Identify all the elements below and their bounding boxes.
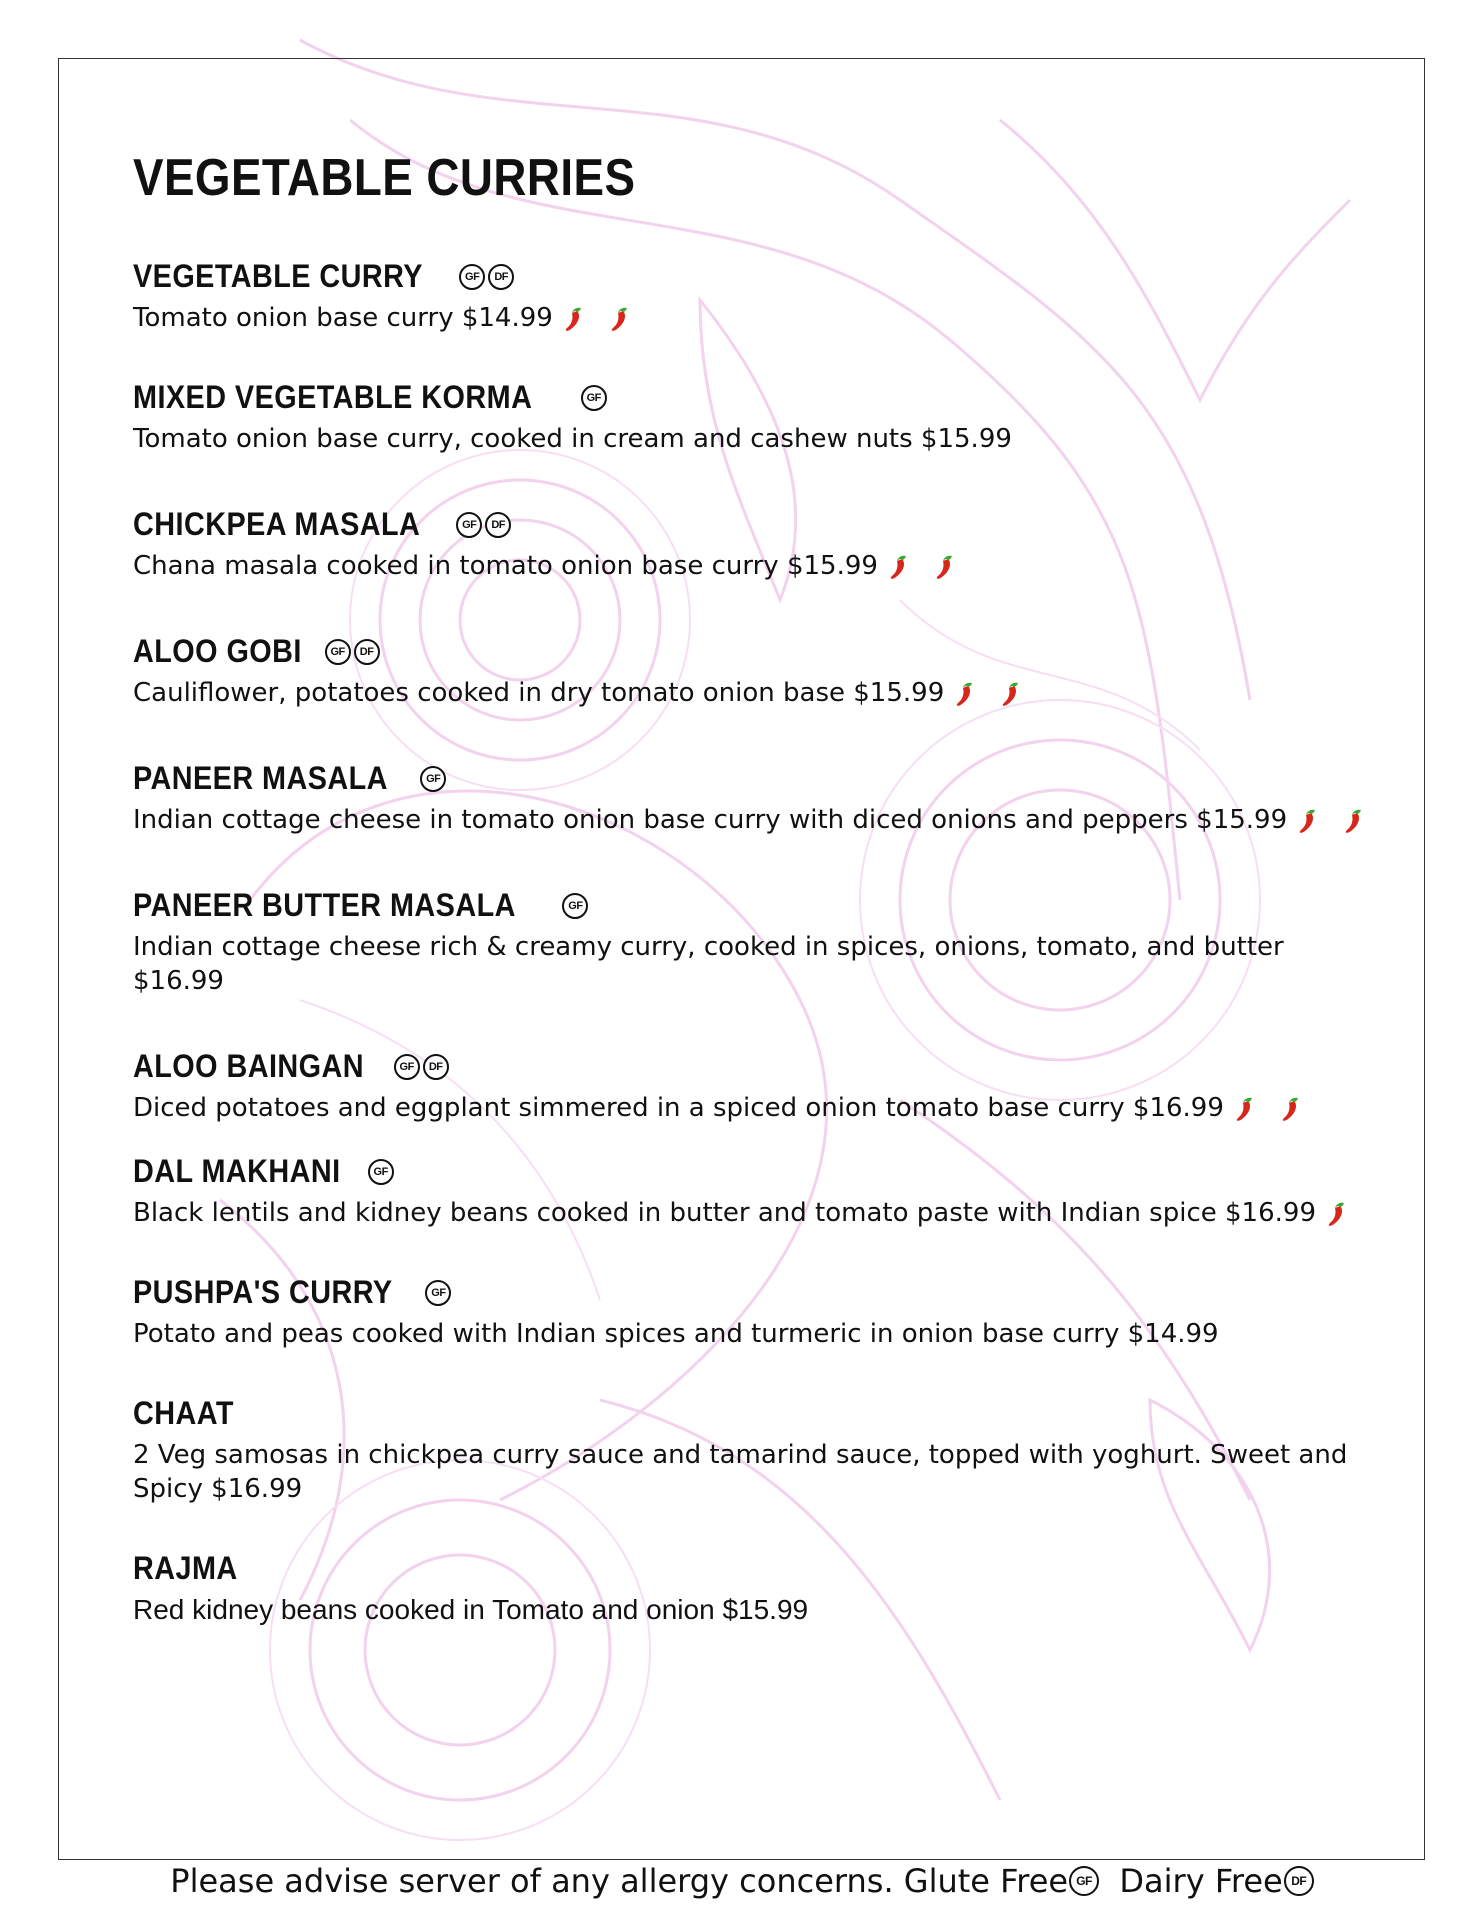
menu-item-description: Indian cottage cheese rich & creamy curry, cooked in spices, onions, tomato, and butter $16.99 [133, 932, 1284, 996]
menu-item-description: Chana masala cooked in tomato onion base curry $15.99 [133, 551, 878, 581]
diet-badges [394, 1054, 449, 1080]
chili-pepper-icon [952, 678, 980, 708]
menu-item-name: DAL MAKHANI [133, 1153, 341, 1189]
diet-badges [368, 1159, 394, 1185]
diet-badges [562, 893, 588, 919]
menu-item-name-row [133, 1550, 1373, 1587]
menu-item [133, 1048, 1373, 1125]
gluten-free-icon: GF [456, 512, 482, 538]
chili-pepper-icon [886, 551, 914, 581]
chili-pepper-icon [932, 551, 960, 581]
menu-item-name-row [133, 887, 1373, 924]
menu-item [133, 258, 1373, 335]
allergy-notice: Please advise server of any allergy concerns. [170, 1862, 894, 1900]
menu-item-name-row [133, 258, 1373, 295]
diet-badges [581, 385, 607, 411]
dairy-free-icon: DF [354, 639, 380, 665]
menu-item-name-row [133, 633, 1373, 670]
menu-item-name: ALOO GOBI [133, 633, 302, 669]
menu-item-name-row [133, 760, 1373, 797]
menu-items-list [133, 258, 1373, 1627]
menu-item-name: MIXED VEGETABLE KORMA [133, 379, 533, 415]
menu-item-description: Red kidney beans cooked in Tomato and onion $15.99 [133, 1594, 809, 1625]
diet-badges [325, 639, 380, 665]
menu-item-description: 2 Veg samosas in chickpea curry sauce and tamarind sauce, topped with yoghurt. Sweet and Spicy $16.99 [133, 1440, 1348, 1504]
spice-level [886, 551, 960, 581]
menu-item [133, 887, 1373, 998]
chili-pepper-icon [1341, 805, 1369, 835]
spice-level [952, 678, 1026, 708]
menu-item-name: PANEER BUTTER MASALA [133, 887, 516, 923]
menu-item [133, 1153, 1373, 1230]
gluten-free-icon: GF [394, 1054, 420, 1080]
gluten-free-icon: GF [1069, 1866, 1099, 1896]
menu-item-description-row [133, 676, 1373, 710]
dairy-free-icon: DF [485, 512, 511, 538]
menu-item-description: Diced potatoes and eggplant simmered in a spiced onion tomato base curry $16.99 [133, 1093, 1224, 1123]
chili-pepper-icon [561, 303, 589, 333]
menu-item-name: ALOO BAINGAN [133, 1048, 364, 1084]
chili-pepper-icon [607, 303, 635, 333]
menu-item-description: Potato and peas cooked with Indian spices and turmeric in onion base curry $14.99 [133, 1319, 1219, 1349]
menu-item-name-row [133, 1048, 1373, 1085]
spice-level [1232, 1093, 1306, 1123]
dairy-free-icon: DF [1284, 1866, 1314, 1896]
menu-item-description-row [133, 301, 1373, 335]
menu-item-description-row [133, 1091, 1373, 1125]
gluten-free-icon: GF [425, 1280, 451, 1306]
diet-badges [425, 1280, 451, 1306]
menu-item [133, 1274, 1373, 1351]
menu-item-description-row [133, 1317, 1373, 1351]
menu-item [133, 506, 1373, 583]
menu-item-description-row [133, 549, 1373, 583]
menu-item-description-row [133, 930, 1373, 998]
chili-pepper-icon [1232, 1093, 1260, 1123]
dairy-free-icon: DF [488, 264, 514, 290]
dairy-free-label: Dairy Free [1119, 1862, 1283, 1900]
menu-item-name: RAJMA [133, 1550, 238, 1586]
menu-item-description-row [133, 803, 1373, 837]
menu-item [133, 379, 1373, 456]
chili-pepper-icon [1295, 805, 1323, 835]
menu-item-name-row [133, 379, 1373, 416]
menu-item-name: VEGETABLE CURRY [133, 258, 423, 294]
menu-item [133, 760, 1373, 837]
menu-item-name: PUSHPA'S CURRY [133, 1274, 393, 1310]
gluten-free-icon: GF [420, 766, 446, 792]
diet-badges [420, 766, 446, 792]
menu-item-name: CHICKPEA MASALA [133, 506, 421, 542]
menu-item-description: Tomato onion base curry, cooked in cream and cashew nuts $15.99 [133, 424, 1012, 454]
dairy-free-icon: DF [423, 1054, 449, 1080]
gluten-free-icon: GF [325, 639, 351, 665]
chili-pepper-icon [998, 678, 1026, 708]
menu-item [133, 1395, 1373, 1506]
spice-level [1295, 805, 1369, 835]
diet-badges [459, 264, 514, 290]
menu-item [133, 633, 1373, 710]
menu-item-description-row [133, 1593, 1373, 1627]
chili-pepper-icon [1278, 1093, 1306, 1123]
allergy-footer [0, 1862, 1484, 1900]
menu-item-name-row [133, 1395, 1373, 1432]
menu-item-description: Cauliflower, potatoes cooked in dry tomato onion base $15.99 [133, 678, 945, 708]
gluten-free-icon: GF [562, 893, 588, 919]
chili-pepper-icon [1324, 1198, 1352, 1228]
gluten-free-label: Glute Free [903, 1862, 1069, 1900]
menu-item [133, 1550, 1373, 1627]
spice-level [561, 303, 635, 333]
menu-item-name-row [133, 1153, 1373, 1190]
menu-item-name-row [133, 506, 1373, 543]
gluten-free-icon: GF [581, 385, 607, 411]
menu-item-description: Tomato onion base curry $14.99 [133, 303, 553, 333]
section-title: VEGETABLE CURRIES [133, 149, 636, 207]
menu-item-description-row [133, 1438, 1373, 1506]
diet-badges [456, 512, 511, 538]
gluten-free-icon: GF [368, 1159, 394, 1185]
menu-content [133, 148, 1373, 1627]
menu-item-name: PANEER MASALA [133, 760, 388, 796]
menu-item-name-row [133, 1274, 1373, 1311]
menu-item-description-row [133, 1196, 1373, 1230]
gluten-free-icon: GF [459, 264, 485, 290]
spice-level [1324, 1198, 1352, 1228]
menu-item-name: CHAAT [133, 1395, 234, 1431]
menu-item-description-row [133, 422, 1373, 456]
menu-item-description: Indian cottage cheese in tomato onion base curry with diced onions and peppers $15.99 [133, 805, 1288, 835]
menu-item-description: Black lentils and kidney beans cooked in butter and tomato paste with Indian spice $16.99 [133, 1198, 1316, 1228]
